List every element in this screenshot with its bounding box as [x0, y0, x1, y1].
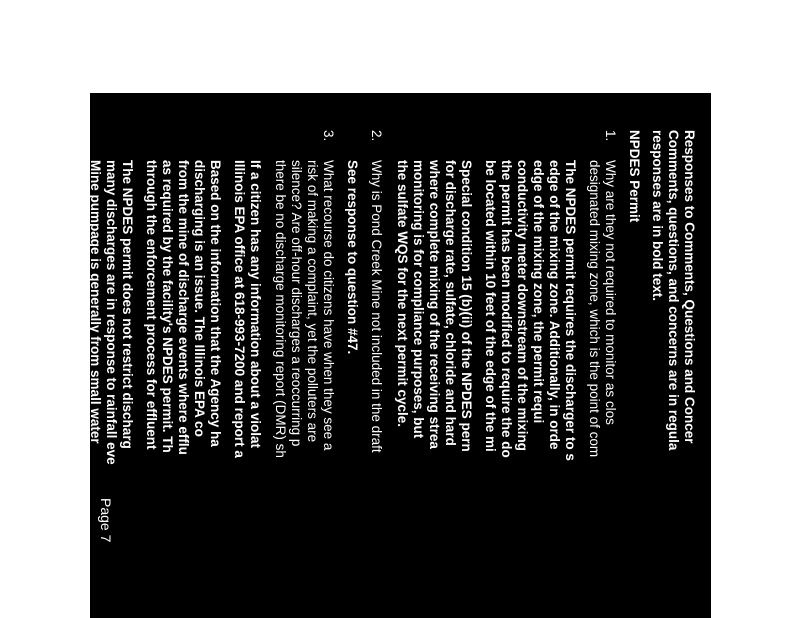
- question-line: designated mixing zone, which is the point of com: [587, 160, 602, 458]
- question-line: Why are they not required to monitor as clos: [603, 160, 618, 425]
- question-line: there be no discharge monitoring report (DMR) sh: [273, 160, 288, 458]
- item-number: 1.: [603, 130, 618, 142]
- response-line: The NPDES permit does not restrict discharg: [120, 160, 135, 449]
- response-line: conductivity meter downstream of the mixing: [515, 160, 530, 452]
- response-line: as required by the facility's NPDES permit. Th: [160, 160, 175, 453]
- response-line: the sulfate WQS for the next permit cycle.: [395, 160, 410, 428]
- response-line: edge of the mixing zone, the permit requi: [531, 160, 546, 424]
- header-line: Comments, questions, and concerns are in regula: [666, 130, 681, 451]
- response-line: If a citizen has any information about a violat: [248, 160, 263, 449]
- response-line: See response to question #47.: [345, 160, 360, 355]
- response-line: underground operation that fill with groundwa: [72, 160, 87, 457]
- response-line: Special condition 15 (b)(ii) of the NPDES pern: [459, 160, 474, 452]
- item-number: 2.: [369, 130, 384, 142]
- response-line: the permit has been modified to require the do: [499, 160, 514, 458]
- response-line: be located within 10 feet of the edge of the mi: [483, 160, 498, 452]
- response-line: many discharges are in response to rainfall eve: [104, 160, 119, 465]
- response-line: Based on the information that the Agency ha: [208, 160, 223, 447]
- header-line: responses are in bold text.: [650, 130, 665, 302]
- response-line: edge of the mixing zone. Additionally, in orde: [547, 160, 562, 450]
- response-line: discharging is an issue. The Illinois EPA co: [192, 160, 207, 437]
- question-line: silence? Are off-hour discharges a reoccurring p: [289, 160, 304, 447]
- question-line: Why is Pond Creek Mine not included in the draft: [369, 160, 384, 453]
- document-page: [72, 93, 711, 618]
- scanned-page: [72, 93, 711, 618]
- response-line: Illinois EPA office at 618-993-7200 and report a: [232, 160, 247, 458]
- question-line: What recourse do citizens have when they see a: [321, 160, 336, 451]
- response-line: through the enforcement process for effluent: [144, 160, 159, 450]
- response-line: The NPDES permit requires the discharger to s: [563, 160, 578, 461]
- response-line: monitoring is for compliance purposes, but: [411, 160, 426, 439]
- response-line: where complete mixing of the receiving strea: [427, 160, 442, 449]
- header-line: Responses to Comments, Questions and Concer: [682, 130, 697, 444]
- section-title: NPDES Permit: [627, 130, 642, 223]
- page-number: Page 7: [98, 498, 114, 543]
- response-line: from the mine of discharge events where efflu: [176, 160, 191, 455]
- item-number: 3.: [321, 130, 336, 142]
- question-line: risk of making a complaint, yet the polluters are: [305, 160, 320, 443]
- response-line: for discharge rate, sulfate, chloride and hard: [443, 160, 458, 446]
- response-line: Mine pumpage is generally from small water: [88, 160, 103, 444]
